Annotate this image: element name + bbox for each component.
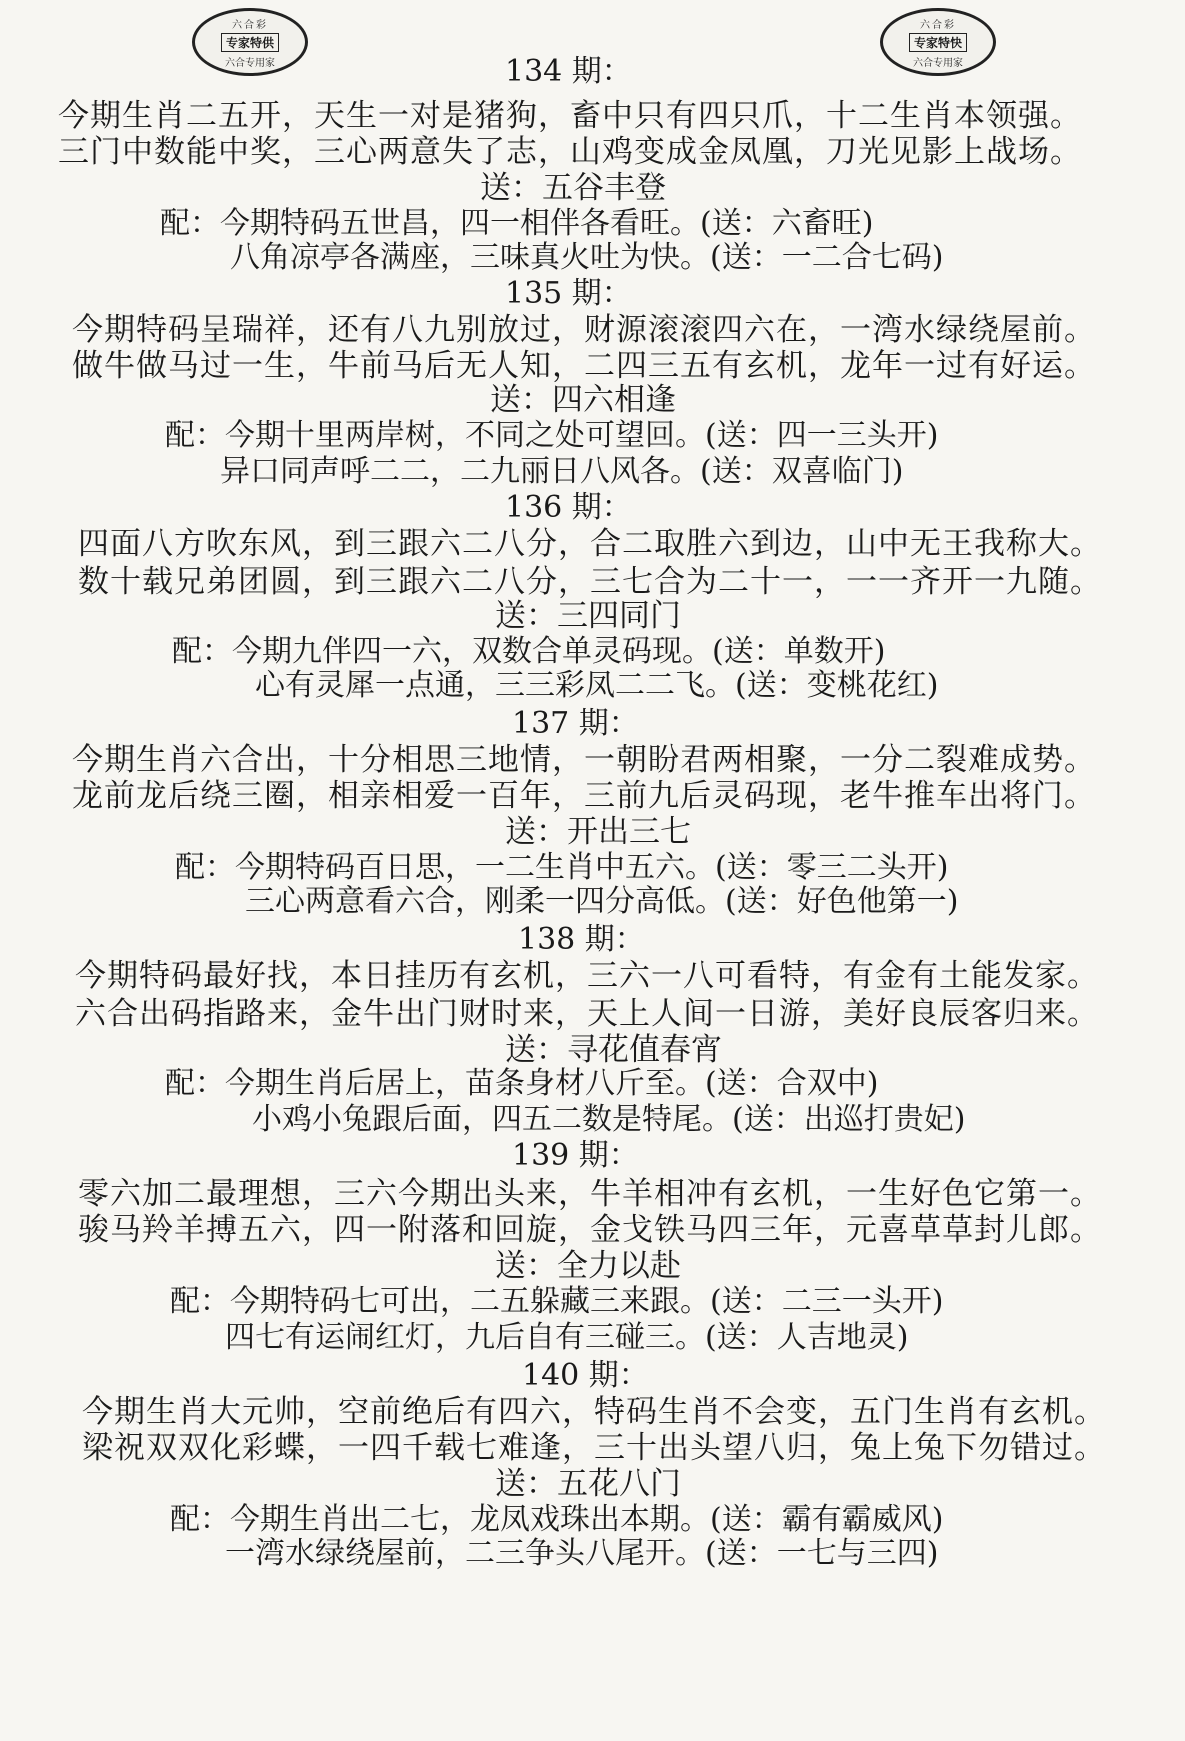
poem-line: 四面八方吹东风，到三跟六二八分，合二取胜六到边，山中无王我称大。 [78,526,1102,562]
poem-line: 今期生肖二五开，天生一对是猪狗，畜中只有四只爪，十二生肖本领强。 [58,98,1082,134]
issue-header: 135 期： [505,276,632,311]
gift-line: 送：五谷丰登 [480,170,666,206]
poem-line: 梁祝双双化彩蝶，一四千载七难逢，三十出头望八归，兔上兔下勿错过。 [82,1430,1106,1466]
gift-line: 送：三四同门 [495,598,681,634]
stamp-text-bottom: 六合专用家 [913,57,963,69]
poem-line: 三门中数能中奖，三心两意失了志，山鸡变成金凤凰，刀光见影上战场。 [58,134,1082,170]
issue-header: 138 期： [518,922,645,957]
pair-line: 四七有运闹红灯，九后自有三碰三。(送：人吉地灵) [225,1320,909,1355]
poem-line: 今期特码最好找，本日挂历有玄机，三六一八可看特，有金有土能发家。 [75,958,1099,994]
poem-line: 今期生肖六合出，十分相思三地情，一朝盼君两相聚，一分二裂难成势。 [72,742,1096,778]
pair-line: 一湾水绿绕屋前，二三争头八尾开。(送：一七与三四) [225,1536,939,1571]
pair-line: 配：今期生肖出二七，龙凤戏珠出本期。(送：霸有霸威风) [170,1502,944,1537]
issue-header: 139 期： [512,1138,639,1173]
gift-line: 送：四六相逢 [490,382,676,418]
seal-stamp-left [192,8,308,76]
gift-line: 送：全力以赴 [495,1248,681,1284]
stamp-text-mid: 专家特快 [909,33,967,52]
seal-stamp-right [880,8,996,76]
stamp-text-bottom: 六合专用家 [225,57,275,69]
pair-line: 配：今期特码五世昌，四一相伴各看旺。(送：六畜旺) [160,206,874,241]
issue-header: 137 期： [512,706,639,741]
poem-line: 数十载兄弟团圆，到三跟六二八分，三七合为二十一，一一齐开一九随。 [78,564,1102,600]
pair-line: 配：今期特码七可出，二五躲藏三来跟。(送：二三一头开) [170,1284,944,1319]
gift-line: 送：寻花值春宵 [505,1032,722,1068]
poem-line: 六合出码指路来，金牛出门财时来，天上人间一日游，美好良辰客归来。 [75,996,1099,1032]
pair-line: 配：今期特码百日思，一二生肖中五六。(送：零三二头开) [175,850,949,885]
gift-line: 送：五花八门 [495,1466,681,1502]
stamp-text-top: 六合彩 [920,19,956,31]
pair-line: 配：今期十里两岸树，不同之处可望回。(送：四一三头开) [165,418,939,453]
poem-line: 零六加二最理想，三六今期出头来，牛羊相冲有玄机，一生好色它第一。 [78,1176,1102,1212]
gift-line: 送：开出三七 [505,814,691,850]
pair-line: 三心两意看六合，刚柔一四分高低。(送：好色他第一) [245,884,959,919]
stamp-text-top: 六合彩 [232,19,268,31]
pair-line: 心有灵犀一点通，三三彩凤二二飞。(送：变桃花红) [255,668,939,703]
poem-line: 今期特码呈瑞祥，还有八九别放过，财源滚滚四六在，一湾水绿绕屋前。 [72,312,1096,348]
stamp-text-mid: 专家特供 [221,33,279,52]
poem-line: 骏马羚羊搏五六，四一附落和回旋，金戈铁马四三年，元喜草草封儿郎。 [78,1212,1102,1248]
pair-line: 配：今期九伴四一六，双数合单灵码现。(送：单数开) [172,634,886,669]
pair-line: 配：今期生肖后居上，苗条身材八斤至。(送：合双中) [165,1066,879,1101]
poem-line: 今期生肖大元帅，空前绝后有四六，特码生肖不会变，五门生肖有玄机。 [82,1394,1106,1430]
issue-header: 136 期： [505,490,632,525]
issue-header: 140 期： [522,1358,649,1393]
poem-line: 做牛做马过一生，牛前马后无人知，二四三五有玄机，龙年一过有好运。 [72,348,1096,384]
issue-header: 134 期： [505,54,632,89]
pair-line: 异口同声呼二二，二九丽日八风各。(送：双喜临门) [220,454,904,489]
pair-line: 八角凉亭各满座，三味真火吐为快。(送：一二合七码) [230,240,944,275]
pair-line: 小鸡小兔跟后面，四五二数是特尾。(送：出巡打贵妃) [252,1102,966,1137]
poem-line: 龙前龙后绕三圈，相亲相爱一百年，三前九后灵码现，老牛推车出将门。 [72,778,1096,814]
